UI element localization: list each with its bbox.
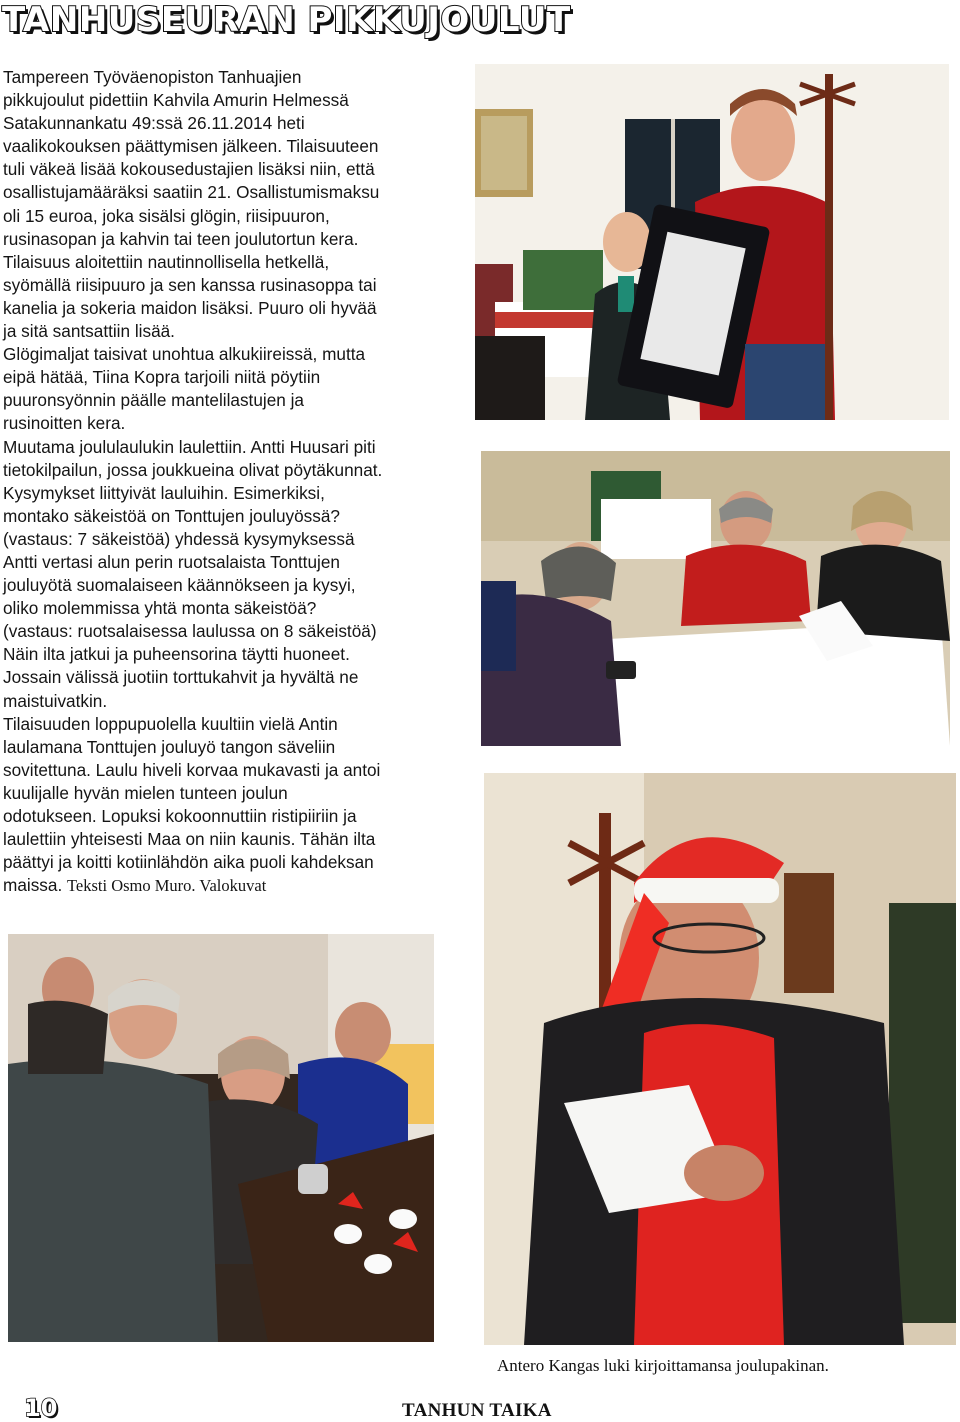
article-line: rusinasopan ja kahvin tai teen joulutortun kera.	[3, 228, 359, 249]
article-body	[3, 66, 453, 897]
photo-caption: Antero Kangas luki kirjoittamansa joulupakinan.	[497, 1356, 829, 1375]
article-line: maissa.	[3, 875, 67, 896]
article-line: Näin ilta jatkui ja puheensorina täytti huoneet.	[3, 644, 350, 665]
article-line: pikkujoulut pidettiin Kahvila Amurin Helmessä	[3, 90, 349, 111]
article-line: sovitettuna. Laulu hiveli korvaa mukavasti ja antoi	[3, 759, 381, 780]
article-line: maistuivatkin.	[3, 690, 108, 711]
article-line: oli 15 euroa, joka sisälsi glögin, riisipuuron,	[3, 205, 330, 226]
article-line: syömällä riisipuuro ja sen kanssa rusinasoppa tai	[3, 274, 377, 295]
article-line: kanelia ja sokeria maidon lisäksi. Puuro oli hyvää	[3, 297, 377, 318]
article-line: Satakunnankatu 49:ssä 26.11.2014 heti	[3, 113, 305, 134]
article-line: Antti vertasi alun perin ruotsalaista Tonttujen	[3, 551, 340, 572]
coffee-table-photo	[8, 934, 434, 1342]
article-line: rusinoitten kera.	[3, 413, 126, 434]
photo-credit: Teksti Osmo Muro. Valokuvat	[67, 876, 267, 896]
article-line: Tilaisuus aloitettiin nautinnollisella hetkellä,	[3, 251, 330, 272]
article-line: Tilaisuuden loppupuolella kuultiin vielä Antin	[3, 713, 338, 734]
article-line: tuli väkeä lisää kokousedustajien lisäksi niin, että	[3, 159, 375, 180]
article-line: (vastaus: ruotsalaisessa laulussa on 8 säkeistöä)	[3, 621, 377, 642]
article-line: vaalikokouksen päättymisen jälkeen. Tilaisuuteen	[3, 136, 379, 157]
article-line: päättyi ja koitti kotiinlähdön aika puoli kahdeksan	[3, 852, 374, 873]
article-line: osallistujamääräksi saatiin 21. Osallistumismaksu	[3, 182, 380, 203]
article-line: Kysymykset liittyivät lauluihin. Esimerkiksi,	[3, 482, 325, 503]
article-last-line	[3, 874, 453, 897]
article-line: tietokilpailun, jossa joukkueina olivat pöytäkunnat.	[3, 459, 383, 480]
article-line: laulamana Tonttujen jouluyö tangon säveliin	[3, 736, 336, 757]
article-line: ja sitä santsattiin lisää.	[3, 321, 175, 342]
article-line: jouluyötä suomalaiseen käännökseen ja kysyi,	[3, 575, 356, 596]
page-number: 10	[24, 1394, 58, 1422]
magazine-name: TANHUN TAIKA	[402, 1400, 552, 1421]
article-line: kuulijalle hyvän mielen tunteen joulun	[3, 782, 288, 803]
article-line: Tampereen Työväenopiston Tanhuajien	[3, 67, 302, 87]
article-line: odotukseen. Lopuksi kokoonnuttiin ristipiiriin ja	[3, 806, 357, 826]
page-title: TANHUSEURAN PIKKUJOULUT	[2, 0, 571, 40]
article-line: puuronsyönnin päälle mantelilastujen ja	[3, 390, 304, 411]
santa-hat-reader-photo	[484, 773, 956, 1345]
accordion-player-photo	[475, 64, 949, 420]
article-line: (vastaus: 7 säkeistöä) yhdessä kysymyksessä	[3, 528, 355, 549]
article-line: eipä hätää, Tiina Kopra tarjoili niitä pöytiin	[3, 367, 321, 388]
article-line: oliko molemmissa yhtä monta säkeistöä?	[3, 598, 317, 619]
article-line: montako säkeistöä on Tonttujen jouluyössä?	[3, 505, 340, 526]
article-line: laulettiin yhteisesti Maa on niin kaunis. Tähän ilta	[3, 829, 376, 850]
article-line: Muutama joululaulukin laulettiin. Antti Huusari piti	[3, 436, 376, 457]
article-line: Glögimaljat taisivat unohtua alkukiireissä, mutta	[3, 344, 366, 365]
article-line: Jossain välissä juotiin torttukahvit ja hyvältä ne	[3, 667, 359, 688]
quiz-table-photo	[481, 451, 950, 746]
